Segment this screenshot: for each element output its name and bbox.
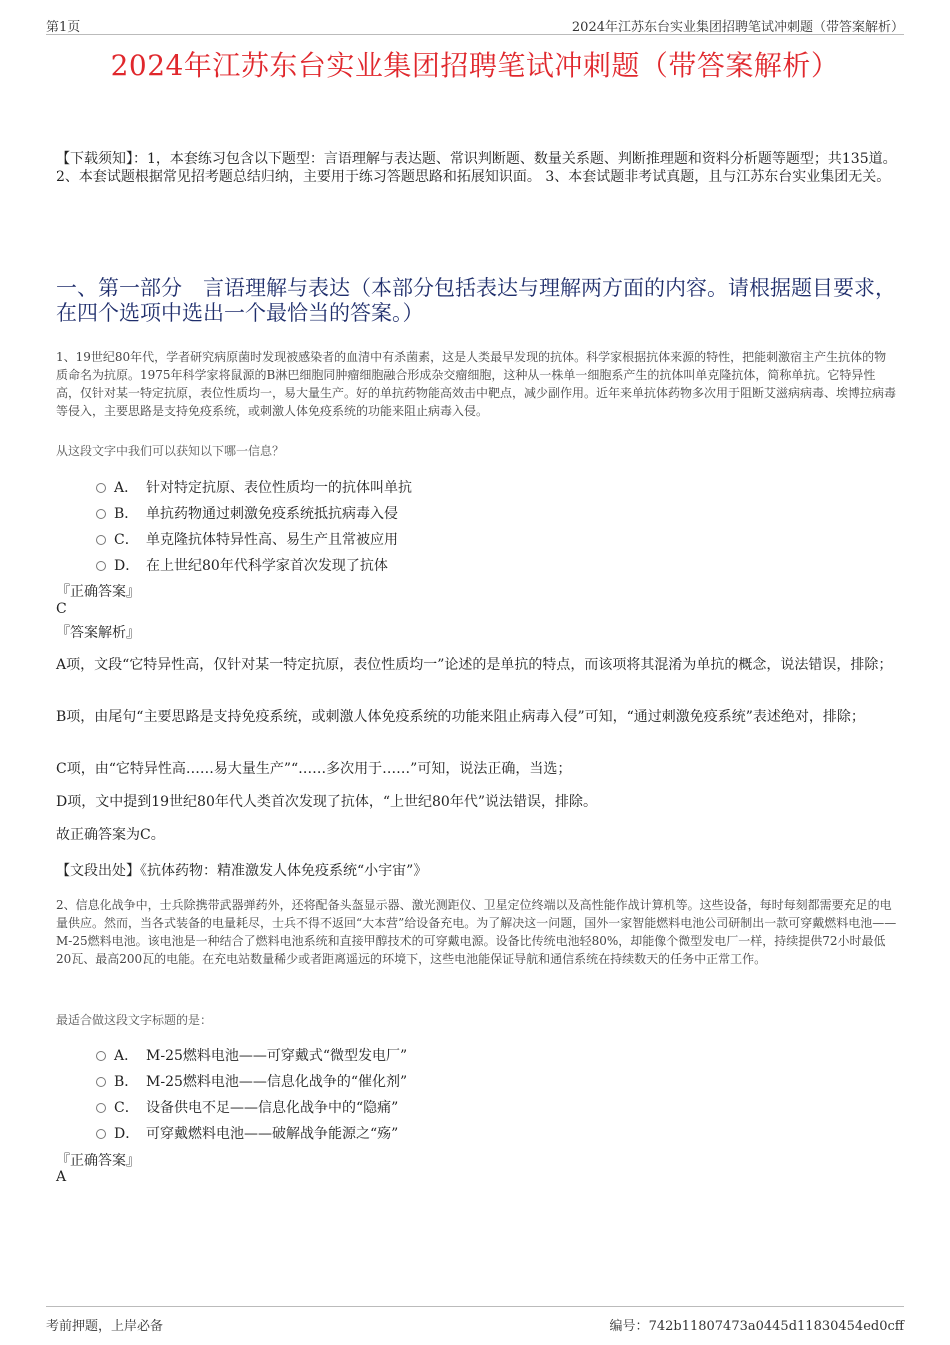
q2-option-d[interactable] bbox=[96, 1122, 856, 1148]
page-header bbox=[46, 14, 904, 35]
option-text: 在上世纪80年代科学家首次发现了抗体 bbox=[146, 558, 388, 574]
q1-option-a[interactable] bbox=[96, 476, 856, 502]
q1-source: 【文段出处】《抗体药物：精准激发人体免疫系统“小宇宙”》 bbox=[56, 863, 428, 879]
q2-options bbox=[96, 1044, 856, 1148]
q1-analysis-c: C项，由“它特异性高……易大量生产”“……多次用于……”可知，说法正确，当选； bbox=[56, 761, 572, 777]
q1-analysis-a: A项，文段“它特异性高，仅针对某一特定抗原，表位性质均一”论述的是单抗的特点，而该项将其混淆为单抗的概念，说法错误，排除； bbox=[56, 657, 893, 673]
q1-option-b[interactable] bbox=[96, 502, 856, 528]
download-notice: 【下载须知】：1，本套练习包含以下题型：言语理解与表达题、常识判断题、数量关系题、判断推理题和资料分析题等题型；共135道。 2、本套试题根据常见招考题总结归纳，主要用于练习答题思路和拓展知识面。 3、本套试题非考试真题，且与江苏东台实业集团无关。 bbox=[56, 151, 897, 185]
q1-answer: C bbox=[56, 601, 67, 617]
option-letter: C． bbox=[114, 532, 139, 548]
page-footer bbox=[46, 1306, 904, 1337]
option-text: 单抗药物通过刺激免疫系统抵抗病毒入侵 bbox=[146, 506, 398, 522]
header-doc-title: 2024年江苏东台实业集团招聘笔试冲刺题（带答案解析） bbox=[571, 20, 904, 35]
q1-analysis-b: B项，由尾句“主要思路是支持免疫系统，或刺激人体免疫系统的功能来阻止病毒入侵”可知，“通过刺激免疫系统”表述绝对，排除； bbox=[56, 709, 865, 725]
footer-slogan: 考前押题，上岸必备 bbox=[46, 1319, 164, 1334]
option-text: 针对特定抗原、表位性质均一的抗体叫单抗 bbox=[146, 480, 412, 496]
radio-button[interactable] bbox=[96, 535, 106, 545]
option-letter: D． bbox=[114, 558, 140, 574]
q1-option-c[interactable] bbox=[96, 528, 856, 554]
section-title: 一、第一部分 言语理解与表达（本部分包括表达与理解两方面的内容。请根据题目要求，在四个选项中选出一个最恰当的答案。） bbox=[56, 276, 896, 325]
option-letter: B． bbox=[114, 1074, 139, 1090]
radio-button[interactable] bbox=[96, 1077, 106, 1087]
q2-option-c[interactable] bbox=[96, 1096, 856, 1122]
q1-answer-label: 『正确答案』 bbox=[56, 584, 140, 600]
option-text: M-25燃料电池——信息化战争的“催化剂” bbox=[146, 1074, 408, 1090]
page-number: 第1页 bbox=[46, 20, 81, 35]
q1-passage: 1、19世纪80年代，学者研究病原菌时发现被感染者的血清中有杀菌素，这是人类最早发现的抗体。科学家根据抗体来源的特性，把能刺激宿主产生抗体的物质命名为抗原。1975年科学家将鼠源的B淋巴细胞同肿瘤细胞融合形成杂交瘤细胞，这种从一株单一细胞系产生的抗体叫单克隆抗体，简称单抗。它特异性高，仅针对某一特定抗原，表位性质均一，易大量生产。好的单抗药物能高效击中靶点，减少副作用。近年来单抗体药物多次用于阻断艾滋病病毒、埃博拉病毒等侵入，主要思路是支持免疫系统，或刺激人体免疫系统的功能来阻止病毒入侵。 bbox=[56, 350, 897, 418]
radio-button[interactable] bbox=[96, 509, 106, 519]
document-title: 2024年江苏东台实业集团招聘笔试冲刺题（带答案解析） bbox=[110, 49, 840, 82]
q2-option-a[interactable] bbox=[96, 1044, 856, 1070]
radio-button[interactable] bbox=[96, 483, 106, 493]
q2-answer: A bbox=[56, 1169, 67, 1185]
footer-code bbox=[610, 1315, 904, 1334]
q2-passage: 2、信息化战争中，士兵除携带武器弹药外，还将配备头盔显示器、激光测距仪、卫星定位终端以及高性能作战计算机等。这些设备，每时每刻都需要充足的电量供应。然而，当各式装备的电量耗尽，士兵不得不返回“大本营”给设备充电。为了解决这一问题，国外一家智能燃料电池公司研制出一款可穿戴燃料电池——M-25燃料电池。该电池是一种结合了燃料电池系统和直接甲醇技术的可穿戴电源。设备比传统电池轻80%，却能像个微型发电厂一样，持续提供72小时最低20瓦、最高200瓦的电能。在充电站数量稀少或者距离遥远的环境下，这些电池能保证导航和通信系统在持续数天的任务中正常工作。 bbox=[56, 898, 897, 966]
q2-option-b[interactable] bbox=[96, 1070, 856, 1096]
radio-button[interactable] bbox=[96, 1103, 106, 1113]
radio-button[interactable] bbox=[96, 1129, 106, 1139]
q1-question: 从这段文字中我们可以获知以下哪一信息？ bbox=[56, 444, 285, 458]
q1-options bbox=[96, 476, 856, 580]
q1-analysis-d: D项，文中提到19世纪80年代人类首次发现了抗体，“上世纪80年代”说法错误，排除。 bbox=[56, 794, 597, 810]
q1-analysis-label: 『答案解析』 bbox=[56, 625, 140, 641]
footer-code-value: 742b11807473a0445d11830454ed0cff bbox=[648, 1319, 904, 1334]
q1-option-d[interactable] bbox=[96, 554, 856, 580]
option-letter: A． bbox=[114, 1048, 139, 1064]
option-text: M-25燃料电池——可穿戴式“微型发电厂” bbox=[146, 1048, 408, 1064]
option-letter: A． bbox=[114, 480, 139, 496]
option-text: 设备供电不足——信息化战争中的“隐痛” bbox=[146, 1100, 399, 1116]
option-letter: B． bbox=[114, 506, 139, 522]
q1-conclusion: 故正确答案为C。 bbox=[56, 827, 165, 843]
footer-code-label: 编号： bbox=[609, 1319, 649, 1334]
radio-button[interactable] bbox=[96, 1051, 106, 1061]
option-text: 可穿戴燃料电池——破解战争能源之“殇” bbox=[146, 1126, 399, 1142]
radio-button[interactable] bbox=[96, 561, 106, 571]
option-text: 单克隆抗体特异性高、易生产且常被应用 bbox=[146, 532, 398, 548]
q2-answer-label: 『正确答案』 bbox=[56, 1153, 140, 1169]
option-letter: C． bbox=[114, 1100, 139, 1116]
q2-question: 最适合做这段文字标题的是： bbox=[56, 1013, 213, 1027]
option-letter: D． bbox=[114, 1126, 140, 1142]
